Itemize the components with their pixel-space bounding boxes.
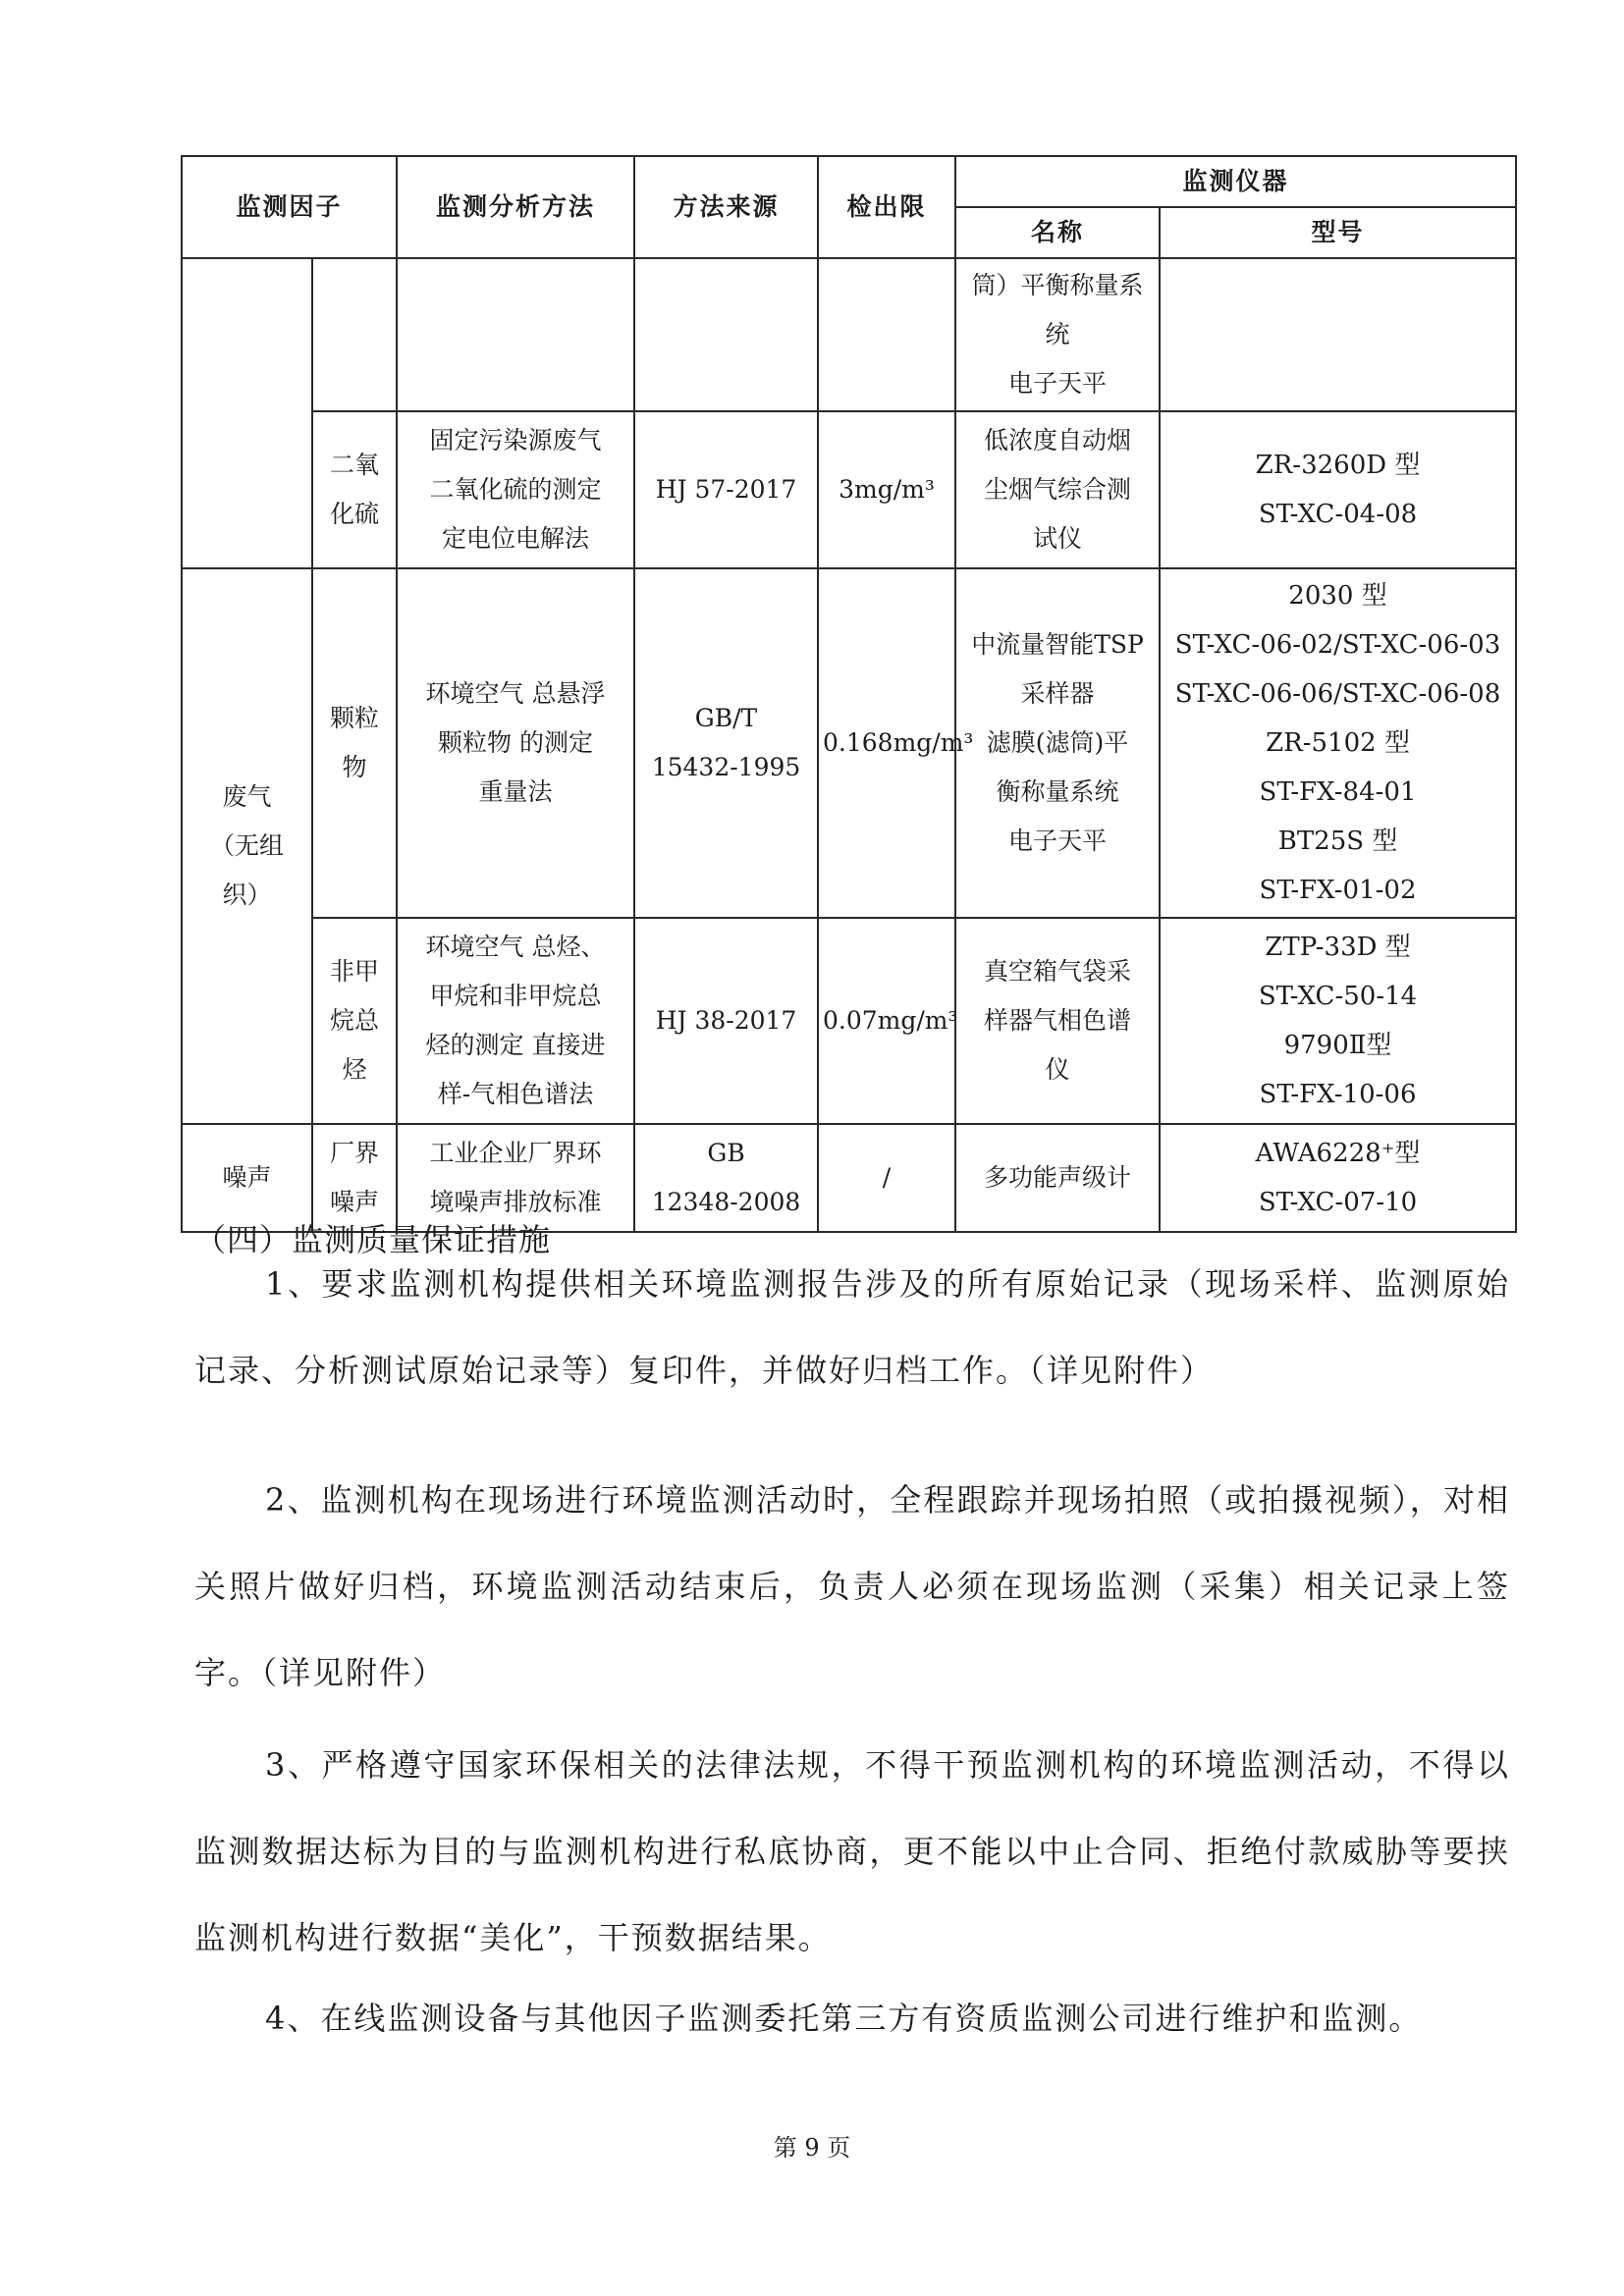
cell-text: ST-XC-07-10	[1258, 1188, 1418, 1217]
cell-text: ZR-5102 型	[1266, 728, 1410, 758]
cell-text: 低浓度自动烟	[984, 426, 1132, 454]
method-cell	[397, 568, 634, 918]
cell-text: GB/T	[694, 704, 758, 732]
cell-text: 烃的测定 直接进	[425, 1031, 606, 1059]
cell-text: 仪	[1045, 1055, 1070, 1084]
cell-text: 电子天平	[1008, 369, 1108, 398]
cell-text: ST-XC-50-14	[1258, 982, 1418, 1011]
header-limit: 检出限	[818, 156, 955, 258]
header-source: 方法来源	[634, 156, 818, 258]
table-row	[182, 918, 1516, 1124]
cell-text: ST-FX-10-06	[1259, 1080, 1417, 1109]
cell-text: 二氧化硫的测定	[429, 475, 602, 504]
cell-text: 样器气相色谱	[984, 1006, 1132, 1035]
cell-text: 环境空气 总烃、	[425, 933, 606, 961]
cell-text: 织）	[222, 881, 272, 909]
limit-cell: 3mg/m³	[818, 411, 955, 568]
cell-text: 试仪	[1033, 524, 1083, 553]
instrument-name-cell	[955, 411, 1160, 568]
instrument-name-cell	[955, 918, 1160, 1124]
method-cell	[397, 411, 634, 568]
table-row	[182, 411, 1516, 568]
cell-text: 境噪声排放标准	[429, 1188, 602, 1216]
table-row	[182, 568, 1516, 918]
instrument-model-cell	[1160, 1124, 1516, 1232]
limit-cell: 0.168mg/m³	[818, 568, 955, 918]
paragraph-1: 1、要求监测机构提供相关环境监测报告涉及的所有原始记录（现场采样、监测原始记录、分析测试原始记录等）复印件，并做好归档工作。（详见附件）	[194, 1265, 1510, 1389]
cell-text: 噪声	[330, 1188, 380, 1216]
cell-text: 物	[342, 753, 367, 781]
factor-cell	[312, 568, 397, 918]
cell-text: 烃	[342, 1055, 367, 1084]
paragraph-3: 3、严格遵守国家环保相关的法律法规，不得干预监测机构的环境监测活动，不得以监测数据达标为目的与监测机构进行私底协商，更不能以中止合同、拒绝付款威胁等要挟监测机构进行数据“美化”，干预数据结果。	[194, 1746, 1510, 1956]
cell-text: 固定污染源废气	[429, 426, 602, 454]
source-cell	[634, 411, 818, 568]
source-cell	[634, 568, 818, 918]
paragraph-2: 2、监测机构在现场进行环境监测活动时，全程跟踪并现场拍照（或拍摄视频），对相关照片做好归档，环境监测活动结束后，负责人必须在现场监测（采集）相关记录上签字。（详见附件）	[194, 1481, 1510, 1691]
cell-text: 15432-1995	[651, 753, 801, 781]
cell-text: 统	[1045, 320, 1070, 348]
cell-text: 化硫	[330, 500, 380, 528]
cell-text: ST-FX-84-01	[1259, 777, 1417, 807]
factor-cell	[312, 411, 397, 568]
cell-text: 噪声	[222, 1163, 272, 1192]
cell-text: 烷总	[330, 1006, 380, 1035]
cell-text: GB	[707, 1139, 745, 1167]
limit-cell: 0.07mg/m³	[818, 918, 955, 1124]
category-cell	[182, 568, 312, 1124]
cell-text: 采样器	[1020, 679, 1095, 708]
cell-text: 重量法	[478, 777, 553, 806]
cell-text: HJ 38-2017	[655, 1006, 797, 1035]
cell-text: ST-XC-04-08	[1258, 500, 1418, 529]
cell-text: HJ 57-2017	[655, 475, 797, 504]
factor-cell	[312, 258, 397, 411]
cell-text: 样-气相色谱法	[437, 1080, 594, 1108]
header-method: 监测分析方法	[397, 156, 634, 258]
cell-text: （无组	[209, 831, 284, 860]
header-factor: 监测因子	[182, 156, 397, 258]
cell-text: 非甲	[330, 957, 380, 986]
table-row	[182, 258, 1516, 411]
cell-text: 电子天平	[1008, 827, 1108, 855]
cell-text: 工业企业厂界环	[429, 1139, 602, 1167]
cell-text: 中流量智能TSP	[971, 630, 1144, 659]
cell-text: AWA6228⁺型	[1255, 1139, 1421, 1168]
cell-text: 颗粒	[330, 704, 380, 732]
instrument-name-cell	[955, 258, 1160, 411]
cell-text: 定电位电解法	[442, 524, 590, 553]
cell-text: 滤膜(滤筒)平	[986, 728, 1129, 757]
factor-cell	[312, 918, 397, 1124]
source-cell	[634, 1124, 818, 1232]
instrument-name-cell	[955, 1124, 1160, 1232]
cell-text: ST-XC-06-06/ST-XC-06-08	[1174, 679, 1501, 709]
cell-text: ST-XC-06-02/ST-XC-06-03	[1174, 630, 1501, 660]
section-title: （四）监测质量保证措施	[194, 1221, 552, 1258]
source-cell	[634, 258, 818, 411]
cell-text: 筒）平衡称量系	[971, 271, 1144, 299]
cell-text: 衡称量系统	[996, 777, 1119, 806]
instrument-model-cell	[1160, 568, 1516, 918]
instrument-name-cell	[955, 568, 1160, 918]
cell-text: 环境空气 总悬浮	[425, 679, 606, 708]
cell-text: 真空箱气袋采	[984, 957, 1132, 986]
cell-text: 甲烷和非甲烷总	[429, 982, 602, 1010]
category-cell-blank	[182, 411, 312, 568]
cell-text: ZTP-33D 型	[1265, 933, 1411, 962]
cell-text: 12348-2008	[651, 1188, 801, 1216]
cell-text: 二氧	[330, 451, 380, 479]
header-instrument-name: 名称	[955, 207, 1160, 258]
header-instrument-model: 型号	[1160, 207, 1516, 258]
monitoring-table	[181, 155, 1517, 1233]
category-cell-blank	[182, 258, 312, 411]
cell-text: 厂界	[330, 1139, 380, 1167]
header-instrument: 监测仪器	[955, 156, 1516, 207]
method-cell	[397, 918, 634, 1124]
cell-text: ZR-3260D 型	[1255, 451, 1421, 480]
paragraph-4: 4、在线监测设备与其他因子监测委托第三方有资质监测公司进行维护和监测。	[265, 2000, 1423, 2037]
limit-cell	[818, 258, 955, 411]
instrument-model-cell	[1160, 258, 1516, 411]
instrument-model-cell	[1160, 918, 1516, 1124]
cell-text: 尘烟气综合测	[984, 475, 1132, 504]
cell-text: 废气	[222, 782, 272, 811]
source-cell	[634, 918, 818, 1124]
limit-cell: /	[818, 1124, 955, 1232]
cell-text: 颗粒物 的测定	[438, 728, 593, 757]
cell-text: ST-FX-01-02	[1259, 876, 1417, 905]
cell-text: 2030 型	[1288, 581, 1387, 611]
method-cell	[397, 258, 634, 411]
instrument-model-cell	[1160, 411, 1516, 568]
cell-text: 多功能声级计	[984, 1163, 1132, 1192]
cell-text: 9790Ⅱ型	[1283, 1031, 1392, 1060]
page-number: 第 9 页	[773, 2134, 851, 2162]
cell-text: BT25S 型	[1277, 827, 1398, 856]
